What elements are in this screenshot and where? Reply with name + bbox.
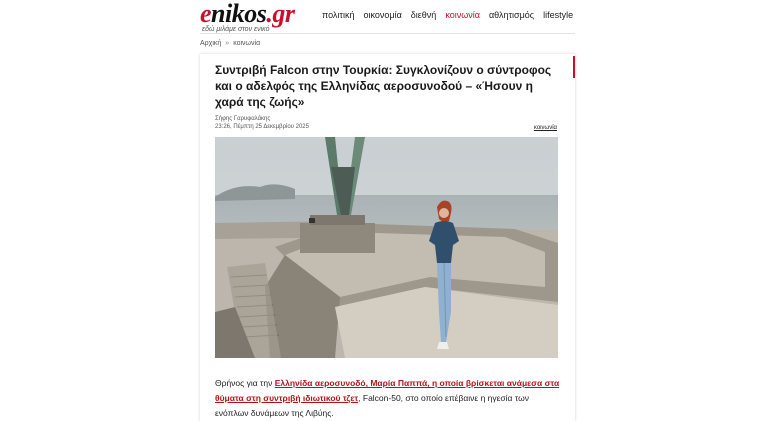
nav-item-lifestyle[interactable]: lifestyle	[543, 10, 574, 20]
article-title: Συντριβή Falcon στην Τουρκία: Συγκλονίζουν ο σύντροφος και ο αδελφός της Ελληνίδας αεροσυνοδού – «Ήσουν η χαρά της ζωής»	[215, 63, 552, 109]
breadcrumb	[200, 40, 260, 47]
photo-illustration	[215, 137, 558, 358]
nav-item-politics[interactable]: πολιτική	[322, 10, 355, 20]
logo-wordmark: enikos.gr	[200, 0, 295, 28]
article-card	[200, 54, 575, 421]
logo-tagline: εδώ μιλάμε στον ενικό	[202, 26, 270, 33]
breadcrumb-current[interactable]: κοινωνία	[233, 40, 261, 47]
article-date: 23:26, Πέμπτη 25 Δεκεμβρίου 2025	[215, 124, 309, 130]
article-inline-link[interactable]: Ελληνίδα αεροσυνοδό, Μαρία Παππά, η οποία βρίσκεται ανάμεσα στα θύματα στη συντριβή ιδιωτικού τζετ	[215, 378, 560, 403]
header-divider	[200, 33, 575, 34]
article-photo	[215, 137, 558, 358]
nav-item-sports[interactable]: αθλητισμός	[488, 10, 535, 20]
card-accent-bar	[573, 56, 575, 78]
nav-item-international[interactable]: διεθνή	[410, 10, 437, 20]
site-logo[interactable]	[200, 2, 294, 34]
article-author[interactable]: Σήφης Γαρυφαλάκης	[215, 116, 271, 122]
nav-item-society[interactable]: κοινωνία	[445, 10, 480, 20]
article-body: Θρήνος για την Ελληνίδα αεροσυνοδό, Μαρία Παππά, η οποία βρίσκεται ανάμεσα στα θύματα στη συντριβή ιδιωτικού τζετ, Falcon-50, στο οποίο επέβαινε η ηγεσία των ενόπλων δυνάμεων της Λιβύης.	[215, 378, 560, 418]
main-nav	[322, 10, 573, 20]
breadcrumb-separator: »	[225, 40, 230, 47]
article-category-link[interactable]: κοινωνία	[533, 125, 557, 131]
nav-item-economy[interactable]: οικονομία	[363, 10, 402, 20]
breadcrumb-home[interactable]: Αρχική	[200, 40, 222, 47]
